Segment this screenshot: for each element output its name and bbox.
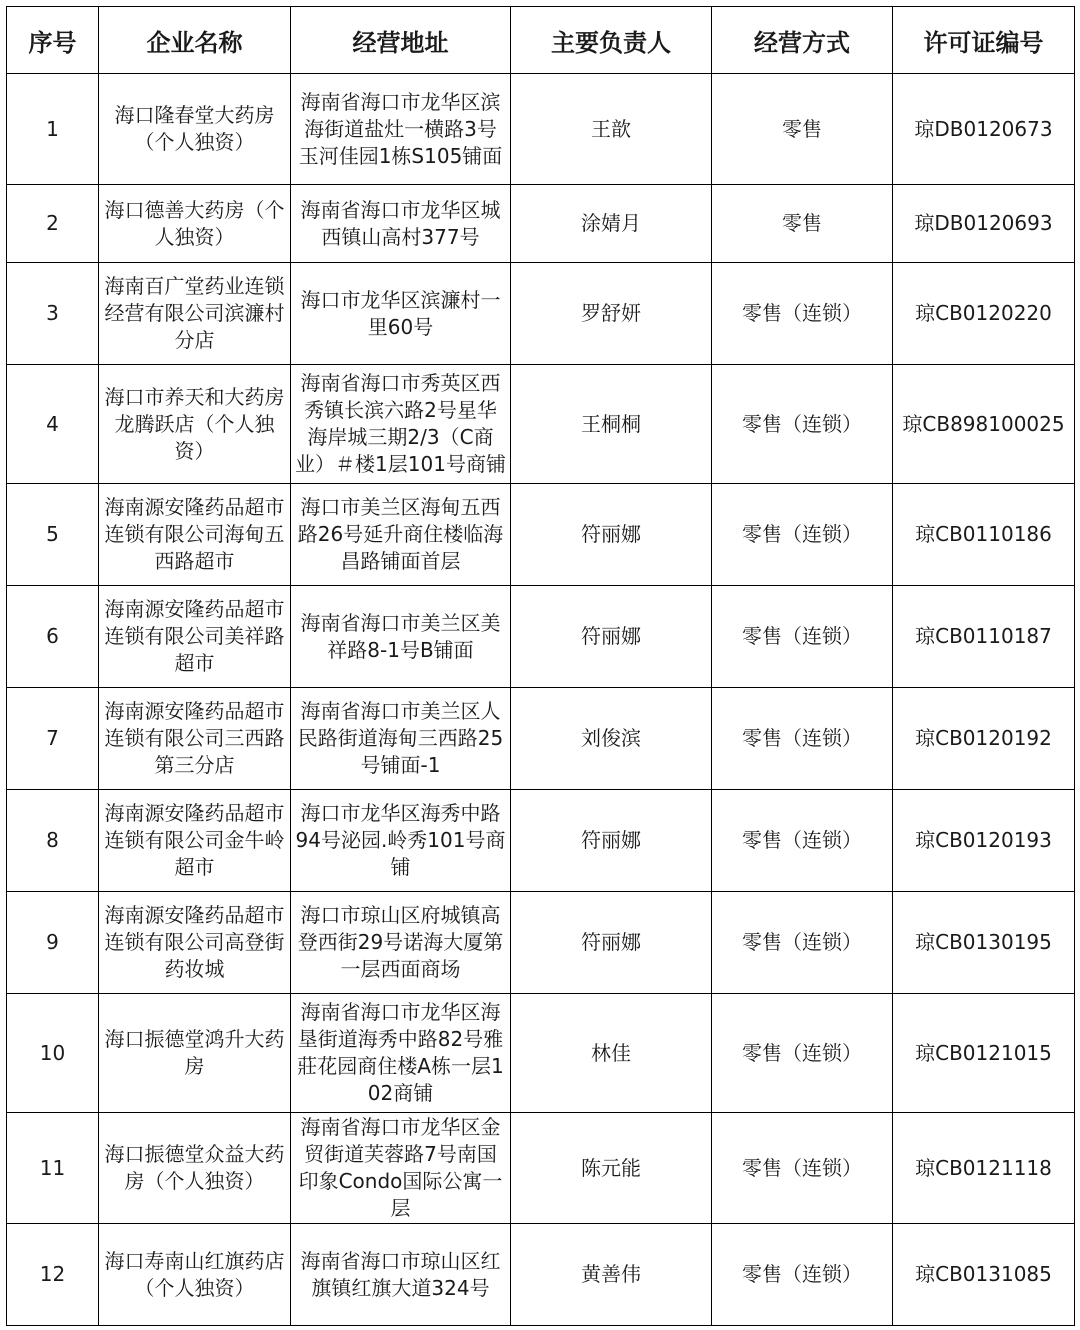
company-name-text: 海口寿南山红旗药店（个人独资） <box>104 1248 285 1300</box>
header-company-name: 企业名称 <box>99 7 291 74</box>
cell-serial-number: 7 <box>7 688 99 790</box>
cell-license-number: 琼CB0120220 <box>893 263 1075 365</box>
header-license-number: 许可证编号 <box>893 7 1075 74</box>
cell-company-name <box>99 1113 291 1224</box>
table-row <box>7 74 1075 185</box>
company-name-text: 海南源安隆药品超市连锁有限公司三西路第三分店 <box>104 699 285 777</box>
cell-company-name <box>99 586 291 688</box>
cell-company-name <box>99 688 291 790</box>
cell-business-mode: 零售（连锁） <box>712 688 893 790</box>
cell-license-number: 琼CB0120192 <box>893 688 1075 790</box>
cell-principal: 王桐桐 <box>511 365 712 484</box>
cell-business-address <box>291 892 511 994</box>
cell-company-name <box>99 1224 291 1326</box>
cell-business-mode: 零售 <box>712 74 893 185</box>
cell-serial-number: 4 <box>7 365 99 484</box>
cell-business-mode: 零售（连锁） <box>712 994 893 1113</box>
business-address-text: 海南省海口市美兰区人民路街道海甸三西路25号铺面-1 <box>297 699 504 777</box>
cell-business-mode: 零售（连锁） <box>712 365 893 484</box>
company-name-text: 海口隆春堂大药房（个人独资） <box>114 103 275 154</box>
cell-business-address <box>291 263 511 365</box>
cell-business-mode: 零售（连锁） <box>712 484 893 586</box>
table-row <box>7 263 1075 365</box>
header-business-mode: 经营方式 <box>712 7 893 74</box>
cell-principal: 符丽娜 <box>511 586 712 688</box>
cell-business-mode: 零售（连锁） <box>712 1224 893 1326</box>
header-principal: 主要负责人 <box>511 7 712 74</box>
cell-business-address <box>291 586 511 688</box>
cell-company-name <box>99 74 291 185</box>
cell-principal: 符丽娜 <box>511 484 712 586</box>
cell-principal: 刘俊滨 <box>511 688 712 790</box>
business-address-text: 海南省海口市龙华区滨海街道盐灶一横路3号玉河佳园1栋S105铺面 <box>298 89 503 168</box>
cell-license-number: 琼CB0110186 <box>893 484 1075 586</box>
cell-business-address <box>291 1113 511 1224</box>
cell-principal: 涂婧月 <box>511 185 712 263</box>
cell-principal: 王歆 <box>511 74 712 185</box>
company-name-text: 海口市养天和大药房龙腾跃店（个人独资） <box>104 384 285 463</box>
company-name-text: 海南源安隆药品超市连锁有限公司美祥路超市 <box>104 597 285 675</box>
business-address-text: 海南省海口市秀英区西秀镇长滨六路2号星华海岸城三期2/3（C商业）＃楼1层101号商铺 <box>295 371 506 476</box>
cell-company-name <box>99 994 291 1113</box>
cell-business-address <box>291 688 511 790</box>
cell-license-number: 琼CB0121015 <box>893 994 1075 1113</box>
table-row <box>7 892 1075 994</box>
business-address-text: 海口市龙华区海秀中路94号泌园.岭秀101号商铺 <box>295 801 506 879</box>
cell-business-mode: 零售（连锁） <box>712 892 893 994</box>
business-address-text: 海南省海口市龙华区城西镇山高村377号 <box>300 197 501 249</box>
company-name-text: 海南百广堂药业连锁经营有限公司滨濂村分店 <box>104 274 285 352</box>
cell-business-address <box>291 790 511 892</box>
cell-serial-number: 9 <box>7 892 99 994</box>
cell-business-mode: 零售（连锁） <box>712 1113 893 1224</box>
header-row <box>7 7 1075 74</box>
cell-company-name <box>99 484 291 586</box>
cell-business-mode: 零售（连锁） <box>712 586 893 688</box>
cell-principal: 罗舒妍 <box>511 263 712 365</box>
cell-license-number: 琼DB0120693 <box>893 185 1075 263</box>
cell-principal: 符丽娜 <box>511 790 712 892</box>
business-address-text: 海南省海口市龙华区海垦街道海秀中路82号雅莊花园商住楼A栋一层102商铺 <box>297 1000 504 1105</box>
cell-serial-number: 2 <box>7 185 99 263</box>
cell-principal: 黄善伟 <box>511 1224 712 1326</box>
table-row <box>7 688 1075 790</box>
cell-business-address <box>291 185 511 263</box>
cell-serial-number: 11 <box>7 1113 99 1224</box>
table-row <box>7 586 1075 688</box>
cell-principal: 陈元能 <box>511 1113 712 1224</box>
cell-company-name <box>99 263 291 365</box>
cell-principal: 林佳 <box>511 994 712 1113</box>
table-row <box>7 790 1075 892</box>
cell-company-name <box>99 790 291 892</box>
cell-serial-number: 3 <box>7 263 99 365</box>
business-address-text: 海口市龙华区滨濂村一里60号 <box>300 287 501 339</box>
pharmacy-license-table <box>6 6 1075 1326</box>
business-address-text: 海南省海口市龙华区金贸街道芙蓉路7号南国印象Condo国际公寓一层 <box>298 1115 503 1220</box>
cell-serial-number: 12 <box>7 1224 99 1326</box>
cell-business-address <box>291 484 511 586</box>
cell-serial-number: 5 <box>7 484 99 586</box>
cell-company-name <box>99 365 291 484</box>
business-address-text: 海口市琼山区府城镇高登西街29号诺海大厦第一层西面商场 <box>297 903 504 981</box>
business-address-text: 海口市美兰区海甸五西路26号延升商住楼临海昌路铺面首层 <box>297 495 504 573</box>
cell-business-address <box>291 1224 511 1326</box>
header-serial-number: 序号 <box>7 7 99 74</box>
cell-serial-number: 8 <box>7 790 99 892</box>
cell-principal: 符丽娜 <box>511 892 712 994</box>
cell-license-number: 琼DB0120673 <box>893 74 1075 185</box>
table-row <box>7 994 1075 1113</box>
company-name-text: 海口振德堂鸿升大药房 <box>104 1027 285 1078</box>
table-row <box>7 1224 1075 1326</box>
header-business-address: 经营地址 <box>291 7 511 74</box>
company-name-text: 海南源安隆药品超市连锁有限公司金牛岭超市 <box>104 801 285 879</box>
cell-serial-number: 6 <box>7 586 99 688</box>
company-name-text: 海南源安隆药品超市连锁有限公司海甸五西路超市 <box>104 495 285 573</box>
table-row <box>7 365 1075 484</box>
cell-business-address <box>291 994 511 1113</box>
company-name-text: 海口振德堂众益大药房（个人独资） <box>104 1142 285 1193</box>
cell-license-number: 琼CB0130195 <box>893 892 1075 994</box>
cell-business-mode: 零售（连锁） <box>712 263 893 365</box>
cell-license-number: 琼CB0131085 <box>893 1224 1075 1326</box>
cell-license-number: 琼CB898100025 <box>893 365 1075 484</box>
company-name-text: 海南源安隆药品超市连锁有限公司高登街药妆城 <box>104 903 285 981</box>
company-name-text: 海口德善大药房（个人独资） <box>104 197 285 249</box>
cell-license-number: 琼CB0120193 <box>893 790 1075 892</box>
cell-business-mode: 零售 <box>712 185 893 263</box>
cell-license-number: 琼CB0121118 <box>893 1113 1075 1224</box>
cell-serial-number: 1 <box>7 74 99 185</box>
business-address-text: 海南省海口市琼山区红旗镇红旗大道324号 <box>300 1248 501 1300</box>
cell-business-mode: 零售（连锁） <box>712 790 893 892</box>
business-address-text: 海南省海口市美兰区美祥路8-1号B铺面 <box>300 610 501 662</box>
table-row <box>7 1113 1075 1224</box>
cell-business-address <box>291 74 511 185</box>
cell-serial-number: 10 <box>7 994 99 1113</box>
cell-license-number: 琼CB0110187 <box>893 586 1075 688</box>
table-row <box>7 185 1075 263</box>
cell-business-address <box>291 365 511 484</box>
cell-company-name <box>99 892 291 994</box>
table-row <box>7 484 1075 586</box>
cell-company-name <box>99 185 291 263</box>
